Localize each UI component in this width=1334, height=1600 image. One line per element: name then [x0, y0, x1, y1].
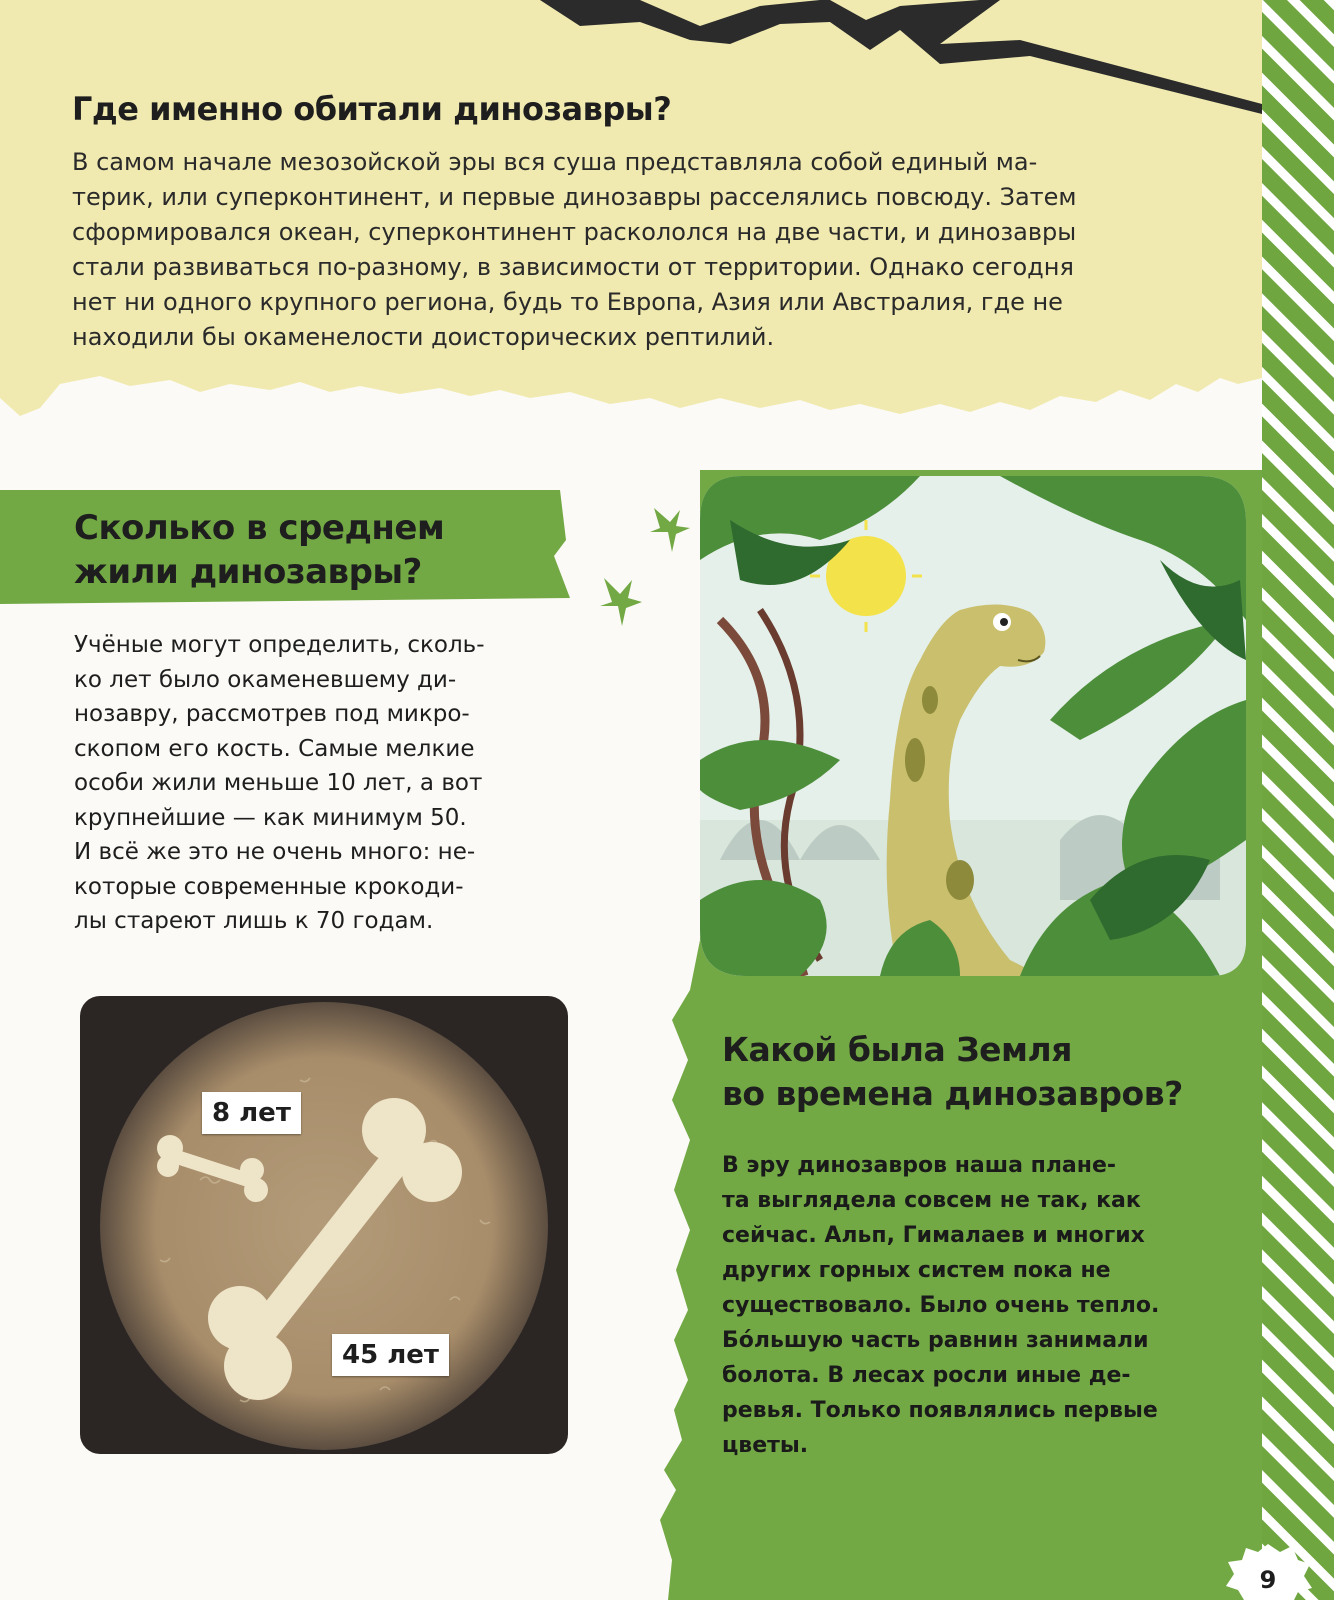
text-line: сейчас. Альп, Гималаев и многих [722, 1223, 1145, 1248]
text-line: особи жили меньше 10 лет, а вот [74, 770, 483, 796]
text-line: нозавру, рассмотрев под микро- [74, 701, 470, 727]
text-line: лы стареют лишь к 70 годам. [74, 908, 434, 934]
text-line: болота. В лесах росли иные де- [722, 1363, 1131, 1388]
microscope-view [80, 996, 568, 1454]
text-line: терик, или суперконтинент, и первые динозавры расселялись повсюду. Затем [72, 183, 1077, 211]
section-title-earth [722, 1028, 1222, 1116]
section-title-where: Где именно обитали динозавры? [72, 90, 672, 128]
section-text-lifespan [74, 628, 544, 939]
title-line: во времена динозавров? [722, 1074, 1183, 1113]
text-line: находили бы окаменелости доисторических рептилий. [72, 323, 775, 351]
bone-label-large: 45 лет [332, 1334, 449, 1376]
section-title-lifespan [74, 506, 544, 594]
text-line: Бо́льшую часть равнин занимали [722, 1328, 1149, 1353]
section-text-earth [722, 1148, 1212, 1463]
text-line: В эру динозавров наша плане- [722, 1153, 1117, 1178]
page-number: 9 [1259, 1566, 1277, 1594]
title-line: Какой была Земля [722, 1030, 1072, 1069]
text-line: скопом его кость. Самые мелкие [74, 735, 475, 762]
text-line: Учёные могут определить, сколь- [74, 632, 485, 658]
striped-border [1262, 0, 1334, 1600]
text-line: В самом начале мезозойской эры вся суша представляла собой единый ма- [72, 148, 1038, 176]
text-line: других горных систем пока не [722, 1258, 1111, 1283]
text-line: ревья. Только появлялись первые [722, 1398, 1158, 1423]
section-text-where [72, 145, 1202, 355]
text-line: цветы. [722, 1433, 809, 1458]
text-line: существовало. Было очень тепло. [722, 1293, 1160, 1318]
footprint-icon [600, 508, 690, 626]
title-line: жили динозавры? [74, 552, 422, 592]
text-line: крупнейшие — как минимум 50. [74, 804, 467, 831]
text-line: И всё же это не очень много: не- [74, 839, 476, 865]
text-line: та выглядела совсем не так, как [722, 1188, 1141, 1213]
text-line: стали развиваться по-разному, в зависимости от территории. Однако сегодня [72, 253, 1074, 281]
title-line: Сколько в среднем [74, 508, 445, 548]
text-line: сформировался океан, суперконтинент раскололся на две части, и динозавры [72, 218, 1077, 246]
bone-label-small: 8 лет [202, 1092, 301, 1134]
text-line: нет ни одного крупного региона, будь то Европа, Азия или Австралия, где не [72, 288, 1063, 316]
text-line: которые современные крокоди- [74, 873, 464, 900]
dinosaur-illustration [700, 476, 1246, 980]
text-line: ко лет было окаменевшему ди- [74, 666, 457, 693]
